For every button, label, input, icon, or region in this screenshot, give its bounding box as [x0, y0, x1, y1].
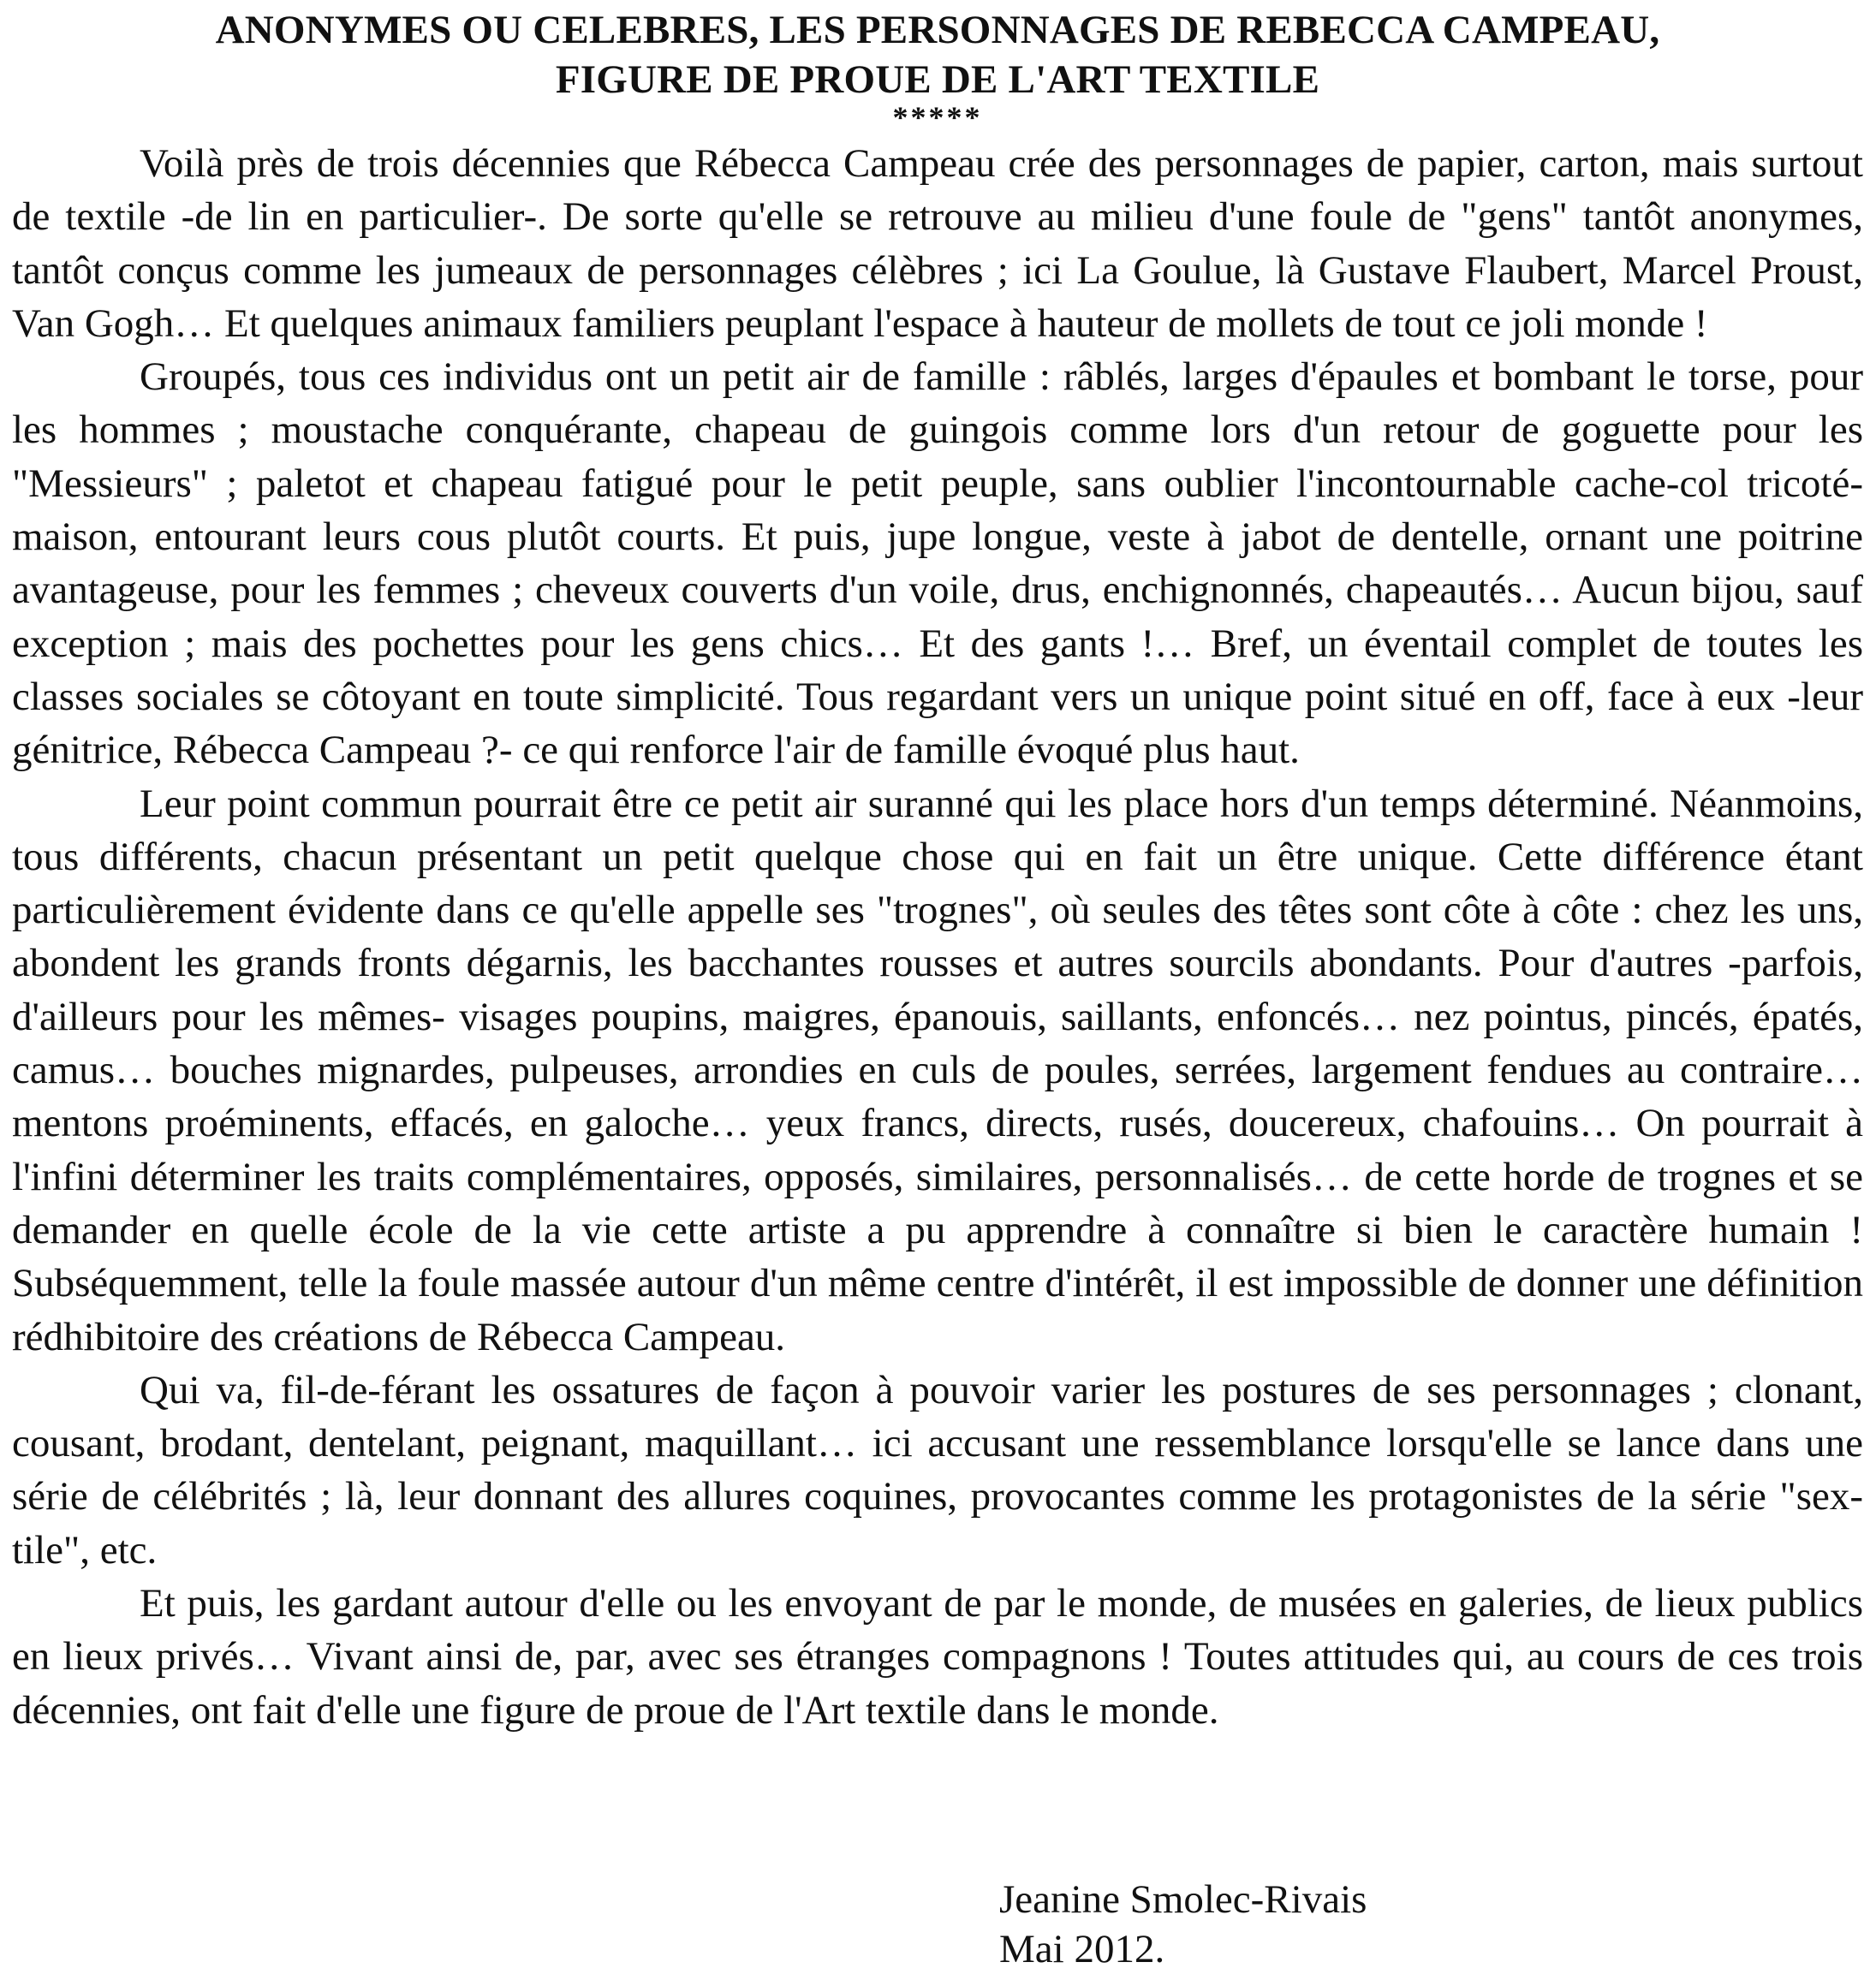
author-name: Jeanine Smolec-Rivais — [999, 1877, 1367, 1922]
signature-block — [999, 1875, 1367, 1974]
signature-date: Mai 2012. — [999, 1927, 1165, 1971]
paragraph-5: Et puis, les gardant autour d'elle ou les envoyant de par le monde, de musées en galeries, de lieux publics en lieux privés… Vivant ainsi de, par, avec ses étranges compagnons ! Toutes attitudes qui, au cours de ces trois décennies, ont fait d'elle une figure de proue de l'Art textile dans le monde. — [12, 1581, 1863, 1733]
article-page — [12, 5, 1863, 1965]
paragraph-2: Groupés, tous ces individus ont un petit air de famille : râblés, larges d'épaules et bombant le torse, pour les hommes ; moustache conquérante, chapeau de guingois comme lors d'un retour de goguette pour les "Messieurs" ; paletot et chapeau fatigué pour le petit peuple, sans oublier l'incontournable cache-col tricoté-maison, entourant leurs cous plutôt courts. Et puis, jupe longue, veste à jabot de dentelle, ornant une poitrine avantageuse, pour les femmes ; cheveux couverts d'un voile, drus, enchignonnés, chapeautés… Aucun bijou, sauf exception ; mais des pochettes pour les gens chics… Et des gants !… Bref, un éventail complet de toutes les classes sociales se côtoyant en toute simplicité. Tous regardant vers un unique point situé en off, face à eux -leur génitrice, Rébecca Campeau ?- ce qui renforce l'air de famille évoqué plus haut. — [12, 354, 1863, 773]
paragraph-1: Voilà près de trois décennies que Rébecca Campeau crée des personnages de papier, carton, mais surtout de textile -de lin en particulier-. De sorte qu'elle se retrouve au milieu d'une foule de "gens" tantôt anonymes, tantôt conçus comme les jumeaux de personnages célèbres ; ici La Goulue, là Gustave Flaubert, Marcel Proust, Van Gogh… Et quelques animaux familiers peuplant l'espace à hauteur de mollets de tout ce joli monde ! — [12, 141, 1863, 346]
paragraph-4: Qui va, fil-de-férant les ossatures de façon à pouvoir varier les postures de ses personnages ; clonant, cousant, brodant, dentelant, peignant, maquillant… ici accusant une ressemblance lorsqu'elle se lance dans une série de célébrités ; là, leur donnant des allures coquines, provocantes comme les protagonistes de la série "sex-tile", etc. — [12, 1367, 1863, 1573]
title-separator: ***** — [892, 100, 983, 134]
title-line-2: FIGURE DE PROUE DE L'ART TEXTILE — [555, 57, 1320, 102]
article-title — [12, 5, 1863, 104]
paragraph-3: Leur point commun pourrait être ce petit air suranné qui les place hors d'un temps déterminé. Néanmoins, tous différents, chacun présentant un petit quelque chose qui en fait un être unique. Cette différence étant particulièrement évidente dans ce qu'elle appelle ses "trognes", où seules des têtes sont côte à côte : chez les uns, abondent les grands fronts dégarnis, les bacchantes rousses et autres sourcils abondants. Pour d'autres -parfois, d'ailleurs pour les mêmes- visages poupins, maigres, épanouis, saillants, enfoncés… nez pointus, pincés, épatés, camus… bouches mignardes, pulpeuses, arrondies en culs de poules, serrées, largement fendues au contraire… mentons proéminents, effacés, en galoche… yeux francs, directs, rusés, doucereux, chafouins… On pourrait à l'infini déterminer les traits complémentaires, opposés, similaires, personnalisés… de cette horde de trognes et se demander en quelle école de la vie cette artiste a pu apprendre à connaître si bien le caractère humain ! Subséquemment, telle la foule massée autour d'un même centre d'intérêt, il est impossible de donner une définition rédhibitoire des créations de Rébecca Campeau. — [12, 781, 1863, 1359]
title-line-1: ANONYMES OU CELEBRES, LES PERSONNAGES DE REBECCA CAMPEAU, — [215, 8, 1660, 52]
